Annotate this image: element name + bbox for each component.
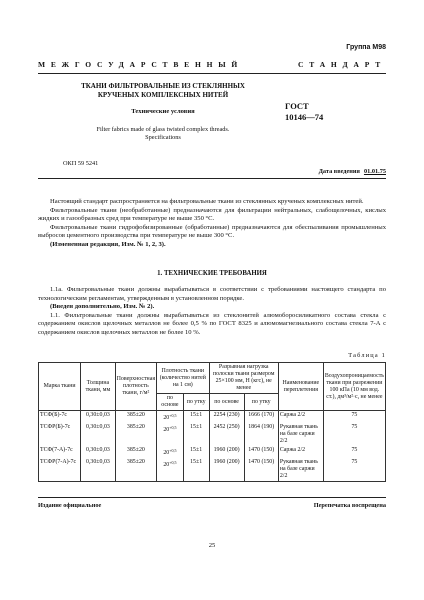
- cell-load-warp: 2452 (250): [209, 423, 244, 446]
- title-line-1: ТКАНИ ФИЛЬТРОВАЛЬНЫЕ ИЗ СТЕКЛЯННЫХ: [81, 82, 245, 90]
- cell-density: 385±20: [115, 411, 156, 424]
- cell-air: 75: [323, 458, 385, 482]
- cell-weave: Саржа 2/2: [278, 446, 323, 458]
- table-row: [39, 446, 386, 458]
- header-thread-density: Плотность ткани (количество нитей на 1 см): [157, 363, 210, 394]
- effective-date: [319, 168, 386, 175]
- cell-weft: 15±1: [183, 411, 209, 424]
- gost-designation: [285, 101, 323, 123]
- cell-mark: ТСФР(7-А)-7с: [39, 458, 81, 482]
- document-subtitle: Технические условия: [131, 108, 195, 115]
- cell-warp: [157, 446, 184, 458]
- cell-load-weft: 1666 (170): [244, 411, 278, 424]
- section-paragraph-1: 1.1а. Фильтровальные ткани должны вырабатываться в соответствии с требованиями настоящего стандарта по технологическим регламентам, утвержденным в установленном порядке.: [38, 286, 386, 302]
- footer-reprint-prohibited: Перепечатка воспрещена: [313, 502, 386, 509]
- top-rule: [38, 73, 386, 74]
- okp-code: ОКП 59 5241: [63, 160, 99, 167]
- intro-amendment-note: (Измененная редакция, Изм. № 1, 2, 3).: [50, 240, 166, 248]
- warp-tolerance: +0,5: [169, 460, 177, 465]
- cell-weft: 15±1: [183, 446, 209, 458]
- specs-table: [38, 362, 386, 482]
- header-load: Разрывная нагрузка полоски ткани размером 25×100 мм, Н (кгс), не менее: [209, 363, 278, 394]
- cell-air: 75: [323, 411, 385, 424]
- footer: [38, 502, 386, 509]
- section-text: [38, 286, 386, 338]
- cell-air: 75: [323, 423, 385, 446]
- section-heading: 1. ТЕХНИЧЕСКИЕ ТРЕБОВАНИЯ: [157, 270, 267, 277]
- intro-paragraph-2: Фильтровальные ткани (необработанные) предназначаются для фильтрации нейтральных, слабощелочных, кислых жидких и газообразных сред при температуре не выше 350 °С.: [38, 206, 386, 223]
- header-weave: Наименование переплетения: [278, 363, 323, 411]
- cell-density: 385±20: [115, 458, 156, 482]
- header-thickness: Толщина ткани, мм: [81, 363, 115, 411]
- warp-value: 20: [163, 427, 170, 433]
- cell-density: 385±20: [115, 446, 156, 458]
- cell-load-warp: 1960 (200): [209, 458, 244, 482]
- header-mark: Марка ткани: [39, 363, 81, 411]
- page-number: 25: [208, 542, 216, 549]
- gost-number: 10146—74: [285, 112, 324, 122]
- cell-load-weft: 1864 (190): [244, 423, 278, 446]
- banner-word-2: СТАНДАРТ: [298, 60, 386, 69]
- cell-thickness: 0,30±0,03: [81, 446, 115, 458]
- intro-text: [38, 198, 386, 250]
- warp-value: 20: [163, 450, 170, 456]
- cell-weave: Рукавная ткань на базе саржи 2/2: [278, 458, 323, 482]
- intro-paragraph-3: Фильтровальные ткани гидрофобизированные (обработанные) предназначаются для обеспыливания промышленных выбросов цементного производства при температуре не выше 300 °С.: [38, 223, 386, 240]
- header-weft: по утку: [183, 394, 209, 411]
- cell-density: 385±20: [115, 423, 156, 446]
- group-code: Группа М98: [346, 44, 386, 51]
- cell-load-weft: 1470 (150): [244, 446, 278, 458]
- warp-tolerance: +0,5: [169, 448, 177, 453]
- table-row: [39, 458, 386, 482]
- cell-thickness: 0,30±0,03: [81, 411, 115, 424]
- english-title-line-2: Specifications: [145, 134, 181, 141]
- cell-load-warp: 1960 (200): [209, 446, 244, 458]
- title-line-2: КРУЧЕНЫХ КОМПЛЕКСНЫХ НИТЕЙ: [97, 91, 229, 99]
- cell-warp: [157, 411, 184, 424]
- cell-mark: ТСФ(7-А)-7с: [39, 446, 81, 458]
- english-title-line-1: Filter fabrics made of glass twisted complex threads.: [96, 126, 230, 133]
- table-row: [39, 423, 386, 446]
- header-density: Поверхностная плотность ткани, г/м²: [115, 363, 156, 411]
- warp-value: 20: [163, 415, 170, 421]
- cell-load-weft: 1470 (150): [244, 458, 278, 482]
- cell-warp: [157, 423, 184, 446]
- footer-rule: [38, 497, 386, 498]
- cell-weave: Саржа 2/2: [278, 411, 323, 424]
- date-value: 01.01.75: [363, 168, 386, 175]
- warp-tolerance: +0,5: [169, 425, 177, 430]
- header-load-warp: по основе: [209, 394, 244, 411]
- gost-label: ГОСТ: [285, 101, 309, 111]
- header-air: Воздухопроницаемость ткани при разрежении 100 кПа (10 мм вод. ст.), дм³/м²·с, не менее: [323, 363, 385, 411]
- date-label: Дата введения: [318, 168, 360, 175]
- cell-mark: ТСФ(Б)-7с: [39, 411, 81, 424]
- intro-paragraph-1: Настоящий стандарт распространяется на фильтровальные ткани из стеклянных крученых комплексных нитей.: [50, 198, 364, 205]
- table-caption: Таблица 1: [348, 352, 386, 359]
- table-row: [39, 411, 386, 424]
- section-paragraph-1-note: (Введен дополнительно, Изм. № 2).: [50, 303, 155, 311]
- warp-value: 20: [163, 462, 170, 468]
- cell-weave: Рукавная ткань на базе саржи 2/2: [278, 423, 323, 446]
- english-title: [58, 126, 268, 142]
- footer-official-edition: Издание официальное: [38, 502, 102, 509]
- cell-warp: [157, 458, 184, 482]
- section-paragraph-2: 1.1. Фильтровальные ткани должны вырабатываться из стеклонитей алюмоборосиликатного состава стекла с содержанием окислов щелочных металлов не более 0,5 % по ГОСТ 8325 и алюмомагнезиального состава стекла 7-А с содержанием окислов щелочных металлов не более 10 %.: [38, 311, 386, 336]
- cell-weft: 15±1: [183, 423, 209, 446]
- cell-weft: 15±1: [183, 458, 209, 482]
- cell-air: 75: [323, 446, 385, 458]
- document-title: [58, 82, 268, 100]
- warp-tolerance: +0,5: [169, 413, 177, 418]
- cell-mark: ТСФР(Б)-7с: [39, 423, 81, 446]
- cell-thickness: 0,30±0,03: [81, 458, 115, 482]
- cell-load-warp: 2254 (230): [209, 411, 244, 424]
- standard-banner: [38, 60, 386, 69]
- cell-thickness: 0,30±0,03: [81, 423, 115, 446]
- banner-word-1: МЕЖГОСУДАРСТВЕННЫЙ: [38, 60, 244, 69]
- date-rule: [38, 178, 386, 179]
- header-warp: по основе: [157, 394, 184, 411]
- header-load-weft: по утку: [244, 394, 278, 411]
